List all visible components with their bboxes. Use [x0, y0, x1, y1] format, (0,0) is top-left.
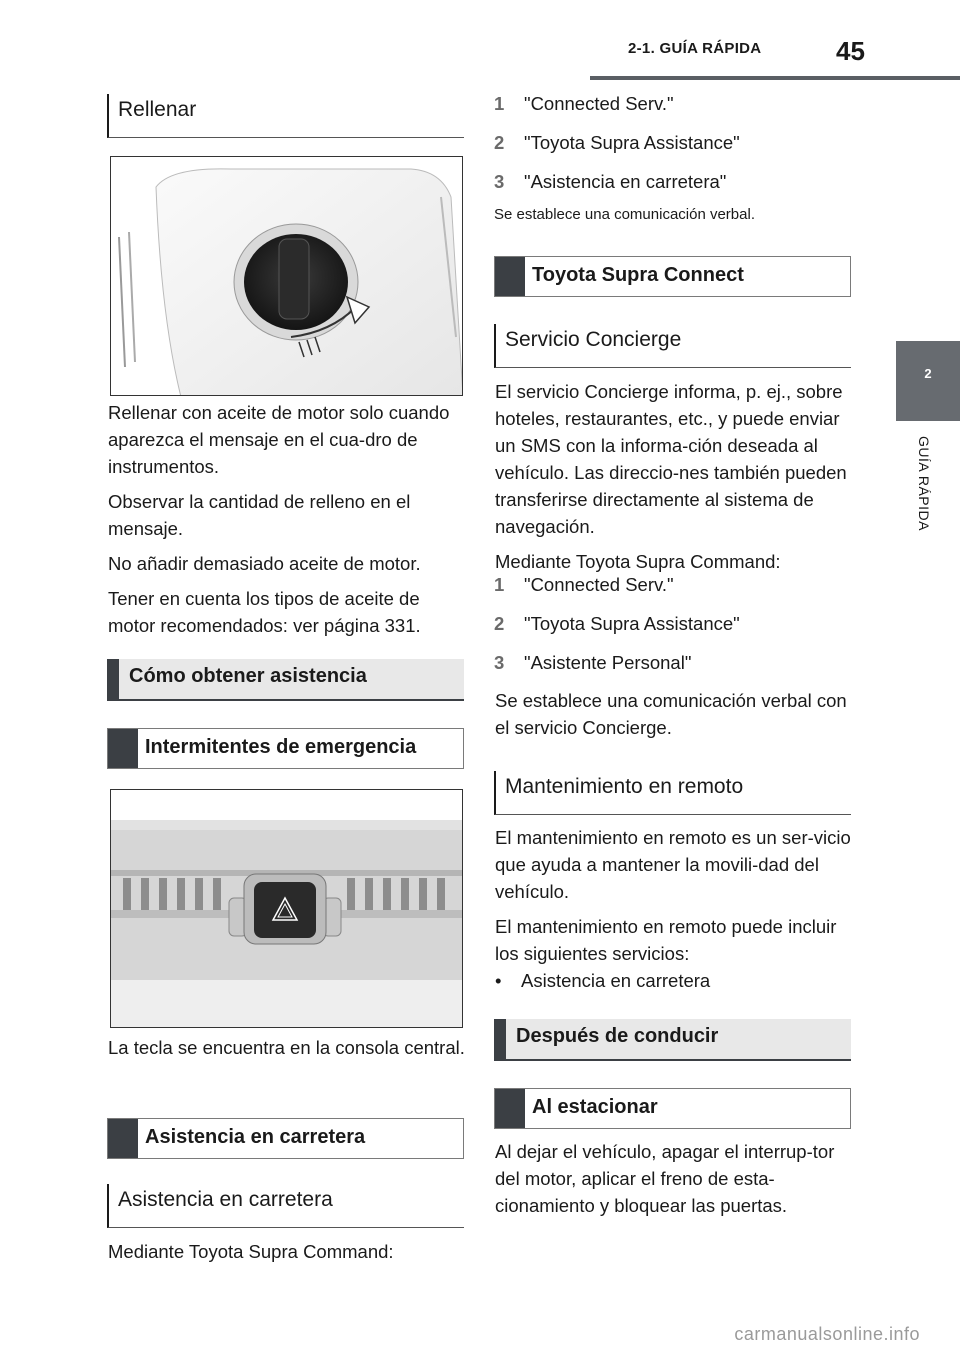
concierge-text: [495, 378, 855, 583]
step-text: "Toyota Supra Assistance": [524, 132, 740, 153]
watermark: carmanualsonline.info: [734, 1324, 920, 1344]
heading-marker: [495, 1089, 525, 1128]
paragraph: La tecla se encuentra en la consola central.: [108, 1037, 465, 1058]
heading-text: Al estacionar: [532, 1096, 658, 1118]
step-item: [494, 574, 674, 596]
rellenar-text: [108, 399, 468, 647]
heading-marker: [108, 729, 138, 768]
page-number: 45: [836, 36, 865, 66]
chapter-tab: [896, 341, 960, 421]
heading-box-connect: [494, 256, 851, 297]
oil-filler-figure: [110, 156, 463, 396]
step-number: 1: [494, 574, 505, 595]
section-band-asistencia: Cómo obtener asistencia: [107, 659, 464, 701]
oil-filler-illustration: [111, 157, 463, 396]
chapter-label: GUÍA RÁPIDA: [916, 436, 932, 531]
step-text: "Connected Serv.": [524, 93, 674, 114]
chapter-number: 2: [924, 366, 932, 381]
rellenar-heading: Rellenar: [107, 94, 464, 138]
step-item: [494, 132, 740, 154]
step-number: 3: [494, 171, 505, 192]
paragraph: El mantenimiento en remoto es un ser-vicio que ayuda a mantener la movili-dad del vehículo.: [495, 827, 851, 902]
step-number: 3: [494, 652, 505, 673]
paragraph: Tener en cuenta los tipos de aceite de motor recomendados: ver página 331.: [108, 588, 421, 636]
heading-text: Intermitentes de emergencia: [145, 736, 417, 758]
step-text: "Connected Serv.": [524, 574, 674, 595]
step-item: [494, 613, 740, 635]
intermitentes-text: [108, 1034, 468, 1069]
mantenimiento-heading: Mantenimiento en remoto: [494, 771, 851, 815]
hazard-switch-illustration: [111, 790, 463, 1028]
bullet-mark: •: [495, 970, 502, 991]
mantenimiento-text: [495, 824, 855, 994]
section-title: 2-1. GUÍA RÁPIDA: [628, 40, 762, 57]
section-band-despues: Después de conducir: [494, 1019, 851, 1061]
heading-text: Asistencia en carretera: [145, 1126, 366, 1148]
list-item: [495, 967, 855, 994]
header-rule: [590, 76, 960, 80]
step-text: "Asistencia en carretera": [524, 171, 727, 192]
step-number: 2: [494, 132, 505, 153]
step-number: 2: [494, 613, 505, 634]
step-item: [494, 93, 674, 115]
step-text: "Asistente Personal": [524, 652, 692, 673]
paragraph: El mantenimiento en remoto puede incluir los siguientes servicios:: [495, 916, 837, 964]
concierge-result: [495, 687, 855, 749]
paragraph: El servicio Concierge informa, p. ej., sobre hoteles, restaurantes, etc., y puede enviar un SMS con la informa-ción deseada al vehículo. Las direccio-nes también pueden transferirse directamente al sistema de navegación.: [495, 381, 847, 537]
paragraph: Mediante Toyota Supra Command:: [495, 551, 781, 572]
heading-marker: [495, 257, 525, 296]
heading-box-carretera: [107, 1118, 464, 1159]
paragraph: Mediante Toyota Supra Command:: [108, 1241, 394, 1262]
paragraph: No añadir demasiado aceite de motor.: [108, 553, 421, 574]
paragraph: Al dejar el vehículo, apagar el interrup-tor del motor, aplicar el freno de esta-cionamiento y bloquear las puertas.: [495, 1141, 835, 1216]
heading-box-estacionar: [494, 1088, 851, 1129]
heading-text: Toyota Supra Connect: [532, 264, 744, 286]
step-number: 1: [494, 93, 505, 114]
paragraph: Observar la cantidad de relleno en el mensaje.: [108, 491, 411, 539]
note-text: Se establece una comunicación verbal.: [494, 206, 755, 223]
carretera-subheading: Asistencia en carretera: [107, 1184, 464, 1228]
hazard-switch-figure: [110, 789, 463, 1028]
concierge-heading: Servicio Concierge: [494, 324, 851, 368]
heading-marker: [108, 1119, 138, 1158]
heading-box-intermitentes: [107, 728, 464, 769]
estacionar-text: [495, 1138, 855, 1227]
list-item-text: Asistencia en carretera: [521, 970, 711, 991]
step-item: [494, 652, 691, 674]
paragraph: Rellenar con aceite de motor solo cuando aparezca el mensaje en el cua-dro de instrumentos.: [108, 402, 450, 477]
step-text: "Toyota Supra Assistance": [524, 613, 740, 634]
paragraph: Se establece una comunicación verbal con el servicio Concierge.: [495, 690, 847, 738]
step-item: [494, 171, 726, 193]
carretera-text: [108, 1238, 468, 1273]
